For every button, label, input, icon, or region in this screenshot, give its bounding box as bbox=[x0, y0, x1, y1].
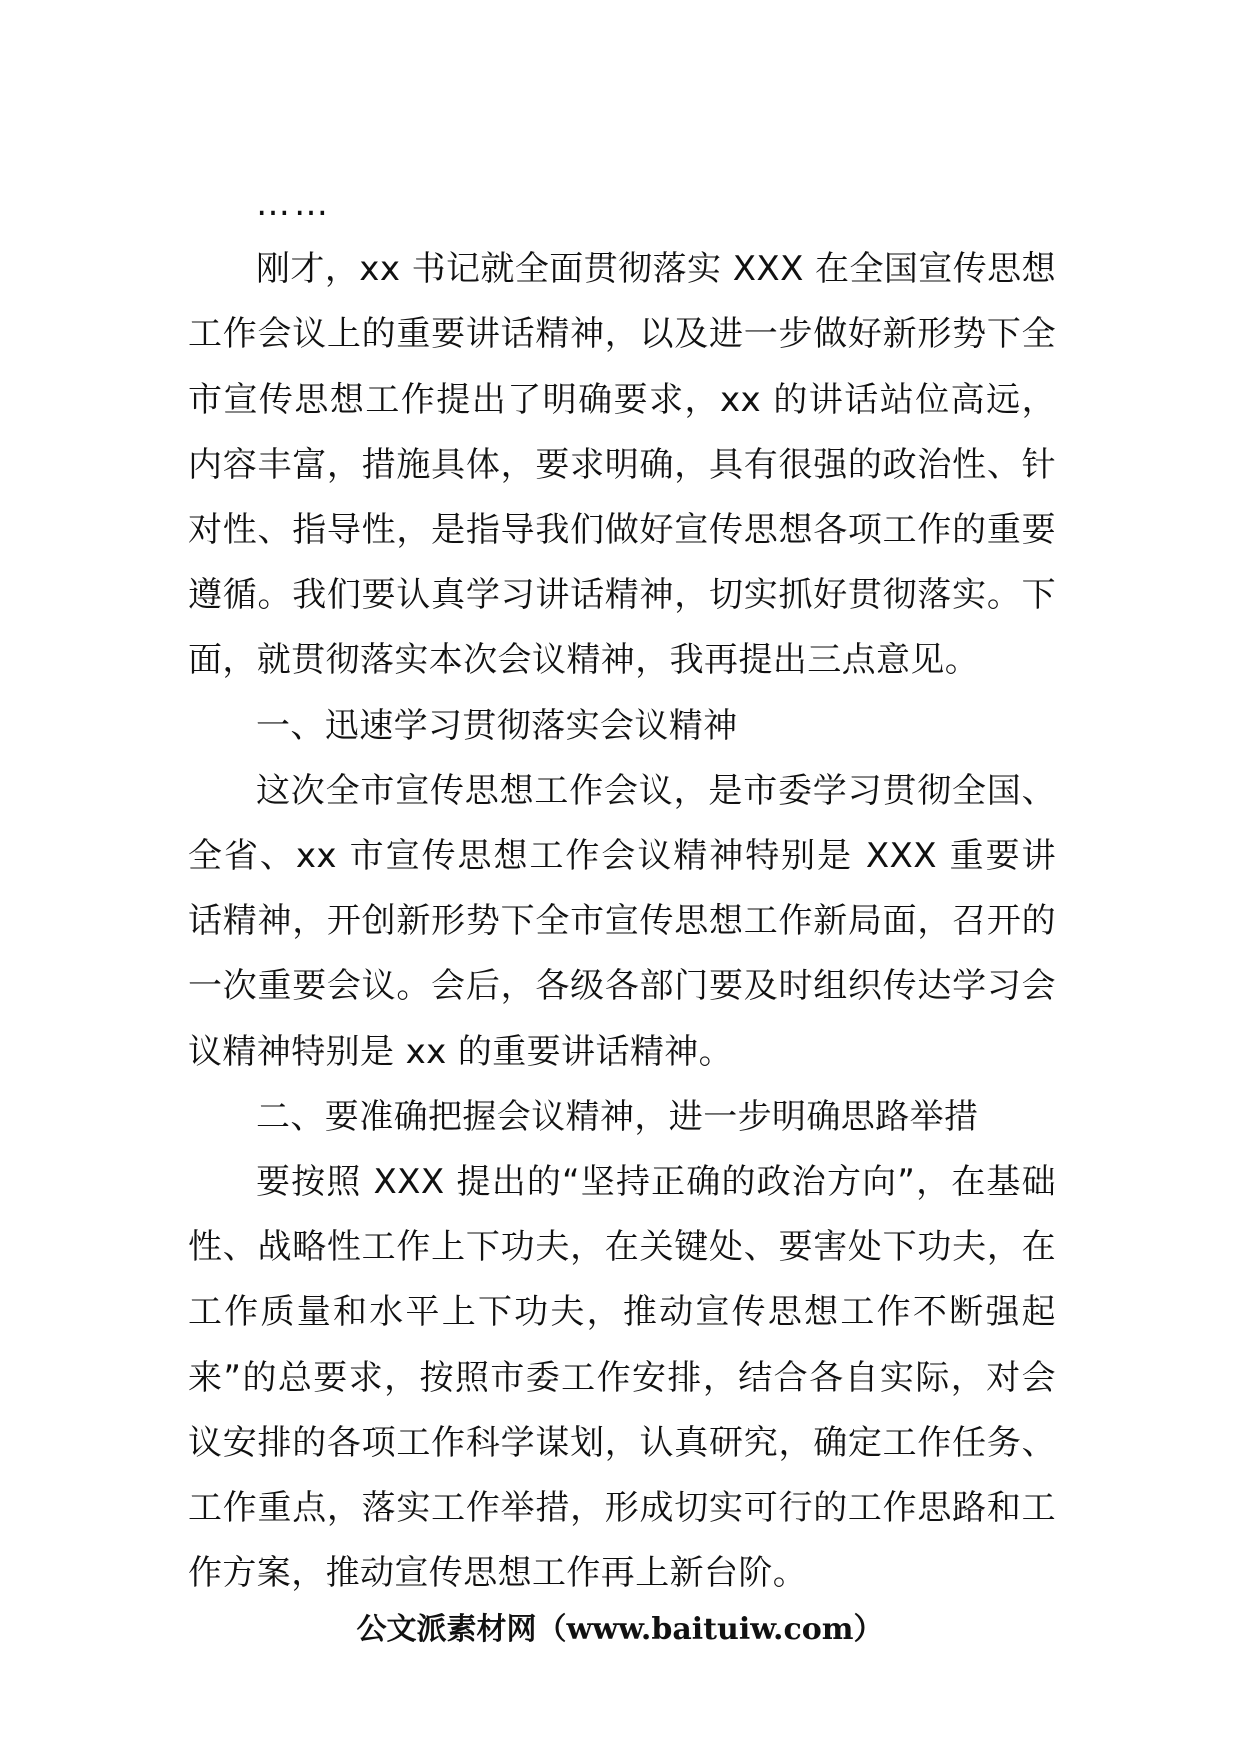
paragraph-intro: 刚才，xx 书记就全面贯彻落实 XXX 在全国宣传思想工作会议上的重要讲话精神，以及进一步做好新形势下全市宣传思想工作提出了明确要求，xx 的讲话站位高远，内容丰富，措施具体，要求明确，具有很强的政治性、针对性、指导性，是指导我们做好宣传思想各项工作的重要遵循。我们要认真学习讲话精神，切实抓好贯彻落实。下面，就贯彻落实本次会议精神，我再提出三点意见。 bbox=[188, 249, 1056, 681]
footer-source: 公文派素材网（www.baituiw.com） bbox=[356, 1612, 884, 1647]
ellipsis-line: …… bbox=[256, 184, 332, 224]
document-body bbox=[188, 172, 1056, 1606]
paragraph-section-2: 要按照 XXX 提出的“坚持正确的政治方向”，在基础性、战略性工作上下功夫，在关键处、要害处下功夫，在工作质量和水平上下功夫，推动宣传思想工作不断强起来”的总要求，按照市委工作安排，结合各自实际，对会议安排的各项工作科学谋划，认真研究，确定工作任务、工作重点，落实工作举措，形成切实可行的工作思路和工作方案，推动宣传思想工作再上新台阶。 bbox=[188, 1162, 1056, 1594]
section-heading-1: 一、迅速学习贯彻落实会议精神 bbox=[256, 705, 738, 746]
section-heading-2: 二、要准确把握会议精神，进一步明确思路举措 bbox=[256, 1096, 979, 1137]
paragraph-section-1: 这次全市宣传思想工作会议，是市委学习贯彻全国、全省、xx 市宣传思想工作会议精神特别是 XXX 重要讲话精神，开创新形势下全市宣传思想工作新局面，召开的一次重要会议。会后，各级各部门要及时组织传达学习会议精神特别是 xx 的重要讲话精神。 bbox=[188, 770, 1056, 1072]
